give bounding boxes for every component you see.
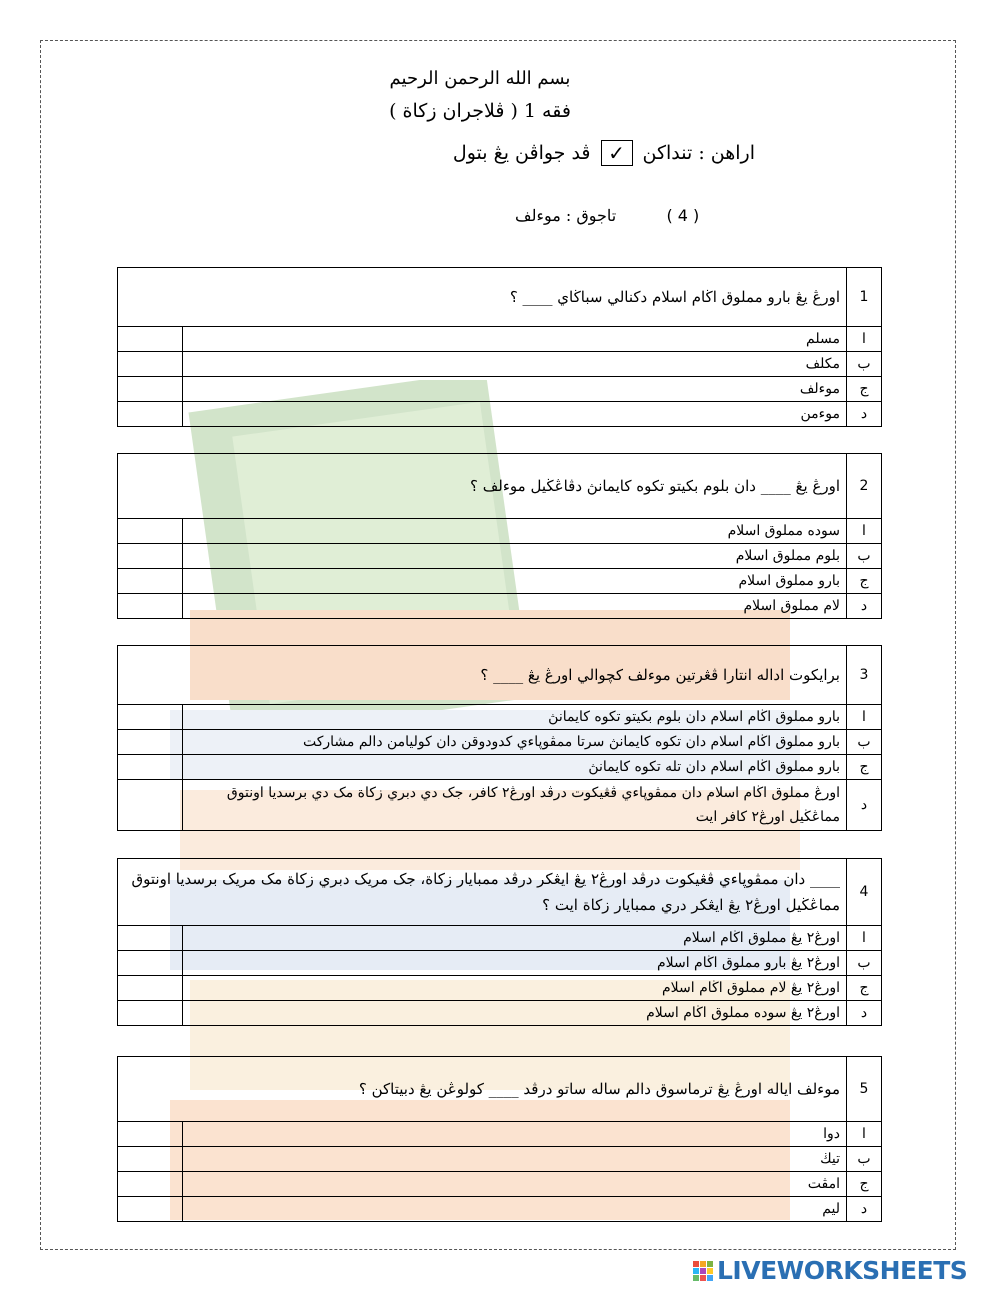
instruction-pre: اراهن : تنداكن	[642, 142, 755, 164]
option-row[interactable]	[118, 1147, 882, 1172]
option-letter: د	[847, 1001, 882, 1026]
logo-text: LIVEWORKSHEETS	[717, 1256, 968, 1285]
topic-label: تاجوق : موءلف	[515, 206, 617, 225]
question-number: 1	[847, 268, 882, 327]
answer-cell[interactable]	[118, 976, 183, 1001]
option-row[interactable]	[118, 377, 882, 402]
option-letter: ب	[847, 352, 882, 377]
question-number: 4	[847, 859, 882, 926]
option-letter: ا	[847, 1122, 882, 1147]
answer-cell[interactable]	[118, 569, 183, 594]
option-letter: ا	[847, 327, 882, 352]
subject-title: فقه 1 ( ڤلاجران زكاة )	[389, 100, 571, 122]
question-3-table	[117, 645, 882, 831]
option-letter: د	[847, 594, 882, 619]
option-row[interactable]	[118, 1172, 882, 1197]
option-text[interactable]: مسلم	[183, 327, 847, 352]
option-letter: د	[847, 402, 882, 427]
answer-cell[interactable]	[118, 519, 183, 544]
option-letter: ب	[847, 730, 882, 755]
option-text[interactable]: اورڠ٢ يڠ بارو مملوق اڬام اسلام	[183, 951, 847, 976]
option-text[interactable]: امڤت	[183, 1172, 847, 1197]
topic-line	[515, 206, 699, 225]
option-row[interactable]	[118, 730, 882, 755]
option-letter: ا	[847, 926, 882, 951]
option-row[interactable]	[118, 519, 882, 544]
option-text[interactable]: بلوم مملوق اسلام	[183, 544, 847, 569]
option-letter: ج	[847, 1172, 882, 1197]
option-text[interactable]: اورڠ مملوق اڬام اسلام دان ممڤوڽاءي ڤڠيكوت درڤد اورڠ٢ كافر، جک دي دبري زكاة مک دي برسديا اونتوق مماڠڬيل اورڠ٢ كافر ايت	[183, 780, 847, 831]
question-text: اورڠ يڠ بارو مملوق اڬام اسلام دكنالي سباڬاي ____ ؟	[118, 268, 847, 327]
option-letter: ج	[847, 377, 882, 402]
answer-cell[interactable]	[118, 1122, 183, 1147]
option-text[interactable]: ليم	[183, 1197, 847, 1222]
option-text[interactable]: لام مملوق اسلام	[183, 594, 847, 619]
answer-cell[interactable]	[118, 352, 183, 377]
option-letter: ب	[847, 951, 882, 976]
option-text[interactable]: بارو مملوق اڬام اسلام دان بلوم بكيتو تكوه كايمانڽ	[183, 705, 847, 730]
question-2-table	[117, 453, 882, 619]
tick-box: ✓	[601, 140, 633, 166]
answer-cell[interactable]	[118, 926, 183, 951]
question-1-table	[117, 267, 882, 427]
question-number: 3	[847, 646, 882, 705]
option-row[interactable]	[118, 327, 882, 352]
option-letter: ب	[847, 1147, 882, 1172]
bismillah: بسم الله الرحمن الرحيم	[389, 68, 571, 89]
option-letter: ج	[847, 755, 882, 780]
option-text[interactable]: سوده مملوق اسلام	[183, 519, 847, 544]
option-text[interactable]: موءمن	[183, 402, 847, 427]
answer-cell[interactable]	[118, 755, 183, 780]
question-5-table	[117, 1056, 882, 1222]
option-text[interactable]: مكلف	[183, 352, 847, 377]
logo-icon	[693, 1261, 713, 1281]
option-text[interactable]: موءلف	[183, 377, 847, 402]
answer-cell[interactable]	[118, 1172, 183, 1197]
answer-cell[interactable]	[118, 327, 183, 352]
answer-cell[interactable]	[118, 705, 183, 730]
instruction	[453, 140, 755, 166]
option-letter: ج	[847, 569, 882, 594]
option-text[interactable]: بارو مملوق اڬام اسلام دان تله تكوه كايمانڽ	[183, 755, 847, 780]
option-letter: د	[847, 1197, 882, 1222]
question-text: اورڠ يڠ ____ دان بلوم بكيتو تكوه كايمانڽ دڤاڠڬيل موءلف ؟	[118, 454, 847, 519]
option-letter: ب	[847, 544, 882, 569]
answer-cell[interactable]	[118, 1197, 183, 1222]
option-row[interactable]	[118, 705, 882, 730]
option-row[interactable]	[118, 951, 882, 976]
question-text: ____ دان ممڤوڽاءي ڤڠيكوت درڤد اورڠ٢ يڠ ايڠكر درڤد ممبايار زكاة، جک مريک دبري زكاة مک مريک برسديا اونتوق مماڠڬيل اورڠ٢ يڠ ايڠكر دري ممبايار زكاة ايت ؟	[118, 859, 847, 926]
option-row[interactable]	[118, 1001, 882, 1026]
instruction-post: ڤد جواڤن يڠ بتول	[452, 142, 591, 164]
option-row[interactable]	[118, 780, 882, 831]
question-text: موءلف اياله اورڠ يڠ ترماسوق دالم ساله ساتو درڤد ____ كولوڠن يڠ دبيتاكن ؟	[118, 1057, 847, 1122]
option-text[interactable]: اورڠ٢ يڠ مملوق اڬام اسلام	[183, 926, 847, 951]
question-4-table	[117, 858, 882, 1026]
option-text[interactable]: دوا	[183, 1122, 847, 1147]
option-letter: ج	[847, 976, 882, 1001]
option-text[interactable]: تيڬ	[183, 1147, 847, 1172]
answer-cell[interactable]	[118, 377, 183, 402]
answer-cell[interactable]	[118, 402, 183, 427]
liveworksheets-logo	[693, 1256, 967, 1285]
option-row[interactable]	[118, 926, 882, 951]
option-row[interactable]	[118, 1197, 882, 1222]
option-text[interactable]: اورڠ٢ يڠ لام مملوق اڬام اسلام	[183, 976, 847, 1001]
option-row[interactable]	[118, 352, 882, 377]
option-row[interactable]	[118, 1122, 882, 1147]
answer-cell[interactable]	[118, 1147, 183, 1172]
option-row[interactable]	[118, 402, 882, 427]
answer-cell[interactable]	[118, 730, 183, 755]
option-text[interactable]: اورڠ٢ يڠ سوده مملوق اڬام اسلام	[183, 1001, 847, 1026]
question-number: 5	[847, 1057, 882, 1122]
option-row[interactable]	[118, 569, 882, 594]
option-letter: د	[847, 780, 882, 831]
question-text: برايكوت اداله انتارا ڤڠرتين موءلف كچوالي اورڠ يڠ ____ ؟	[118, 646, 847, 705]
option-row[interactable]	[118, 976, 882, 1001]
answer-cell[interactable]	[118, 594, 183, 619]
answer-cell[interactable]	[118, 780, 183, 831]
option-row[interactable]	[118, 594, 882, 619]
option-row[interactable]	[118, 544, 882, 569]
answer-cell[interactable]	[118, 1001, 183, 1026]
answer-cell[interactable]	[118, 544, 183, 569]
question-number: 2	[847, 454, 882, 519]
option-text[interactable]: بارو مملوق اڬام اسلام دان تكوه كايمانڽ سرتا ممڤوڽاءي كدودوقن دان كوليامن دالم مشاركت	[183, 730, 847, 755]
option-text[interactable]: بارو مملوق اسلام	[183, 569, 847, 594]
option-letter: ا	[847, 519, 882, 544]
answer-cell[interactable]	[118, 951, 183, 976]
option-letter: ا	[847, 705, 882, 730]
topic-number: ( 4 )	[666, 206, 700, 225]
option-row[interactable]	[118, 755, 882, 780]
